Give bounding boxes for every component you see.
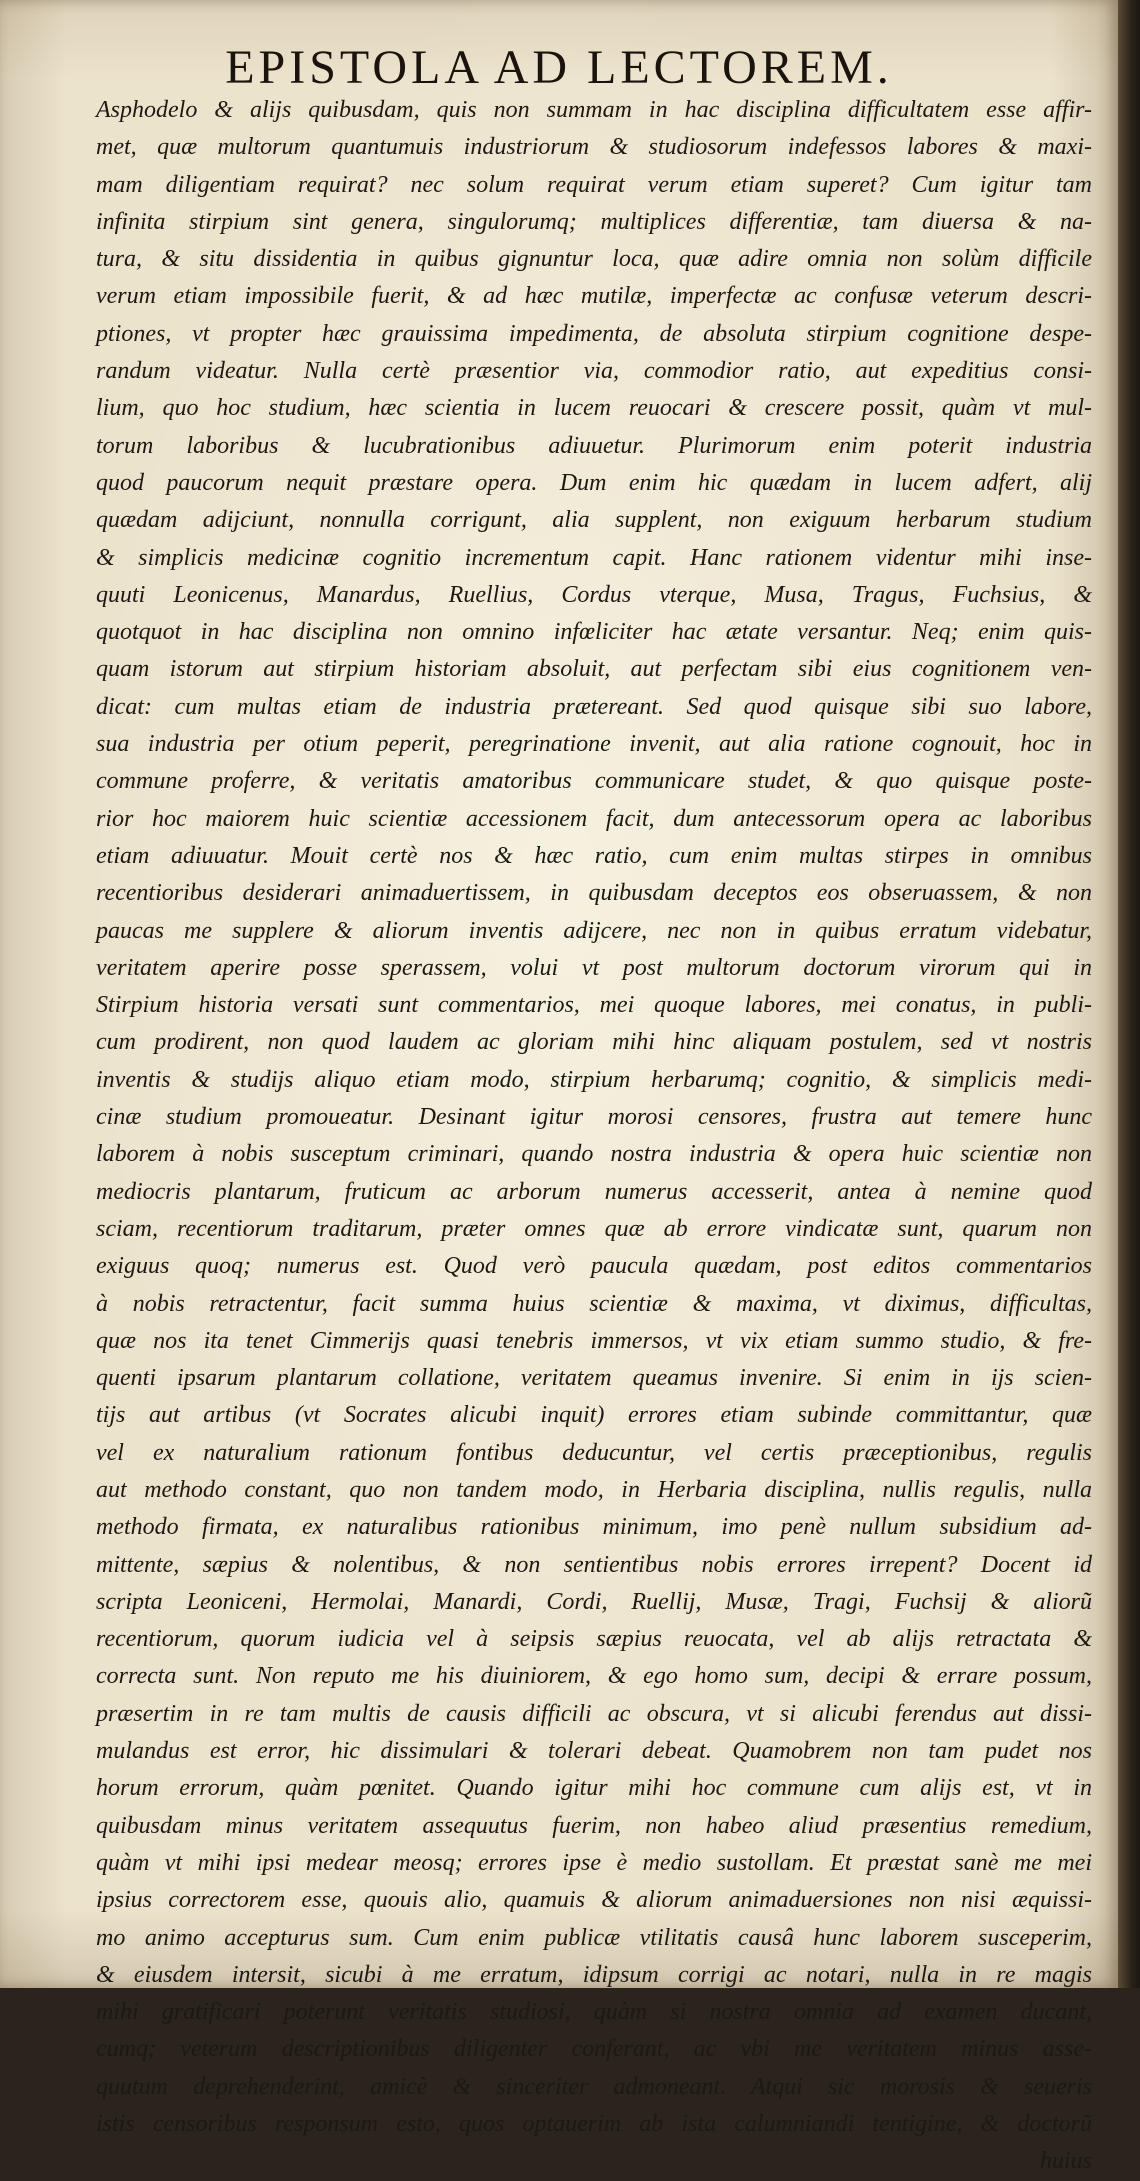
text-line: randum videatur. Nulla certè præsentior via, commodior ratio, aut expeditius consi- xyxy=(96,358,1092,385)
text-line: huius xyxy=(1039,2148,1092,2175)
text-line: tura, & situ dissidentia in quibus gignuntur loca, quæ adire omnia non solùm difficile xyxy=(96,246,1092,273)
text-line: cinæ studium promoueatur. Desinant igitur morosi censores, frustra aut temere hunc xyxy=(96,1104,1092,1131)
text-line: met, quæ multorum quantumuis industriorum & studiosorum indefessos labores & maxi- xyxy=(96,134,1092,161)
text-line: rior hoc maiorem huic scientiæ accessionem facit, dum antecessorum opera ac laboribus xyxy=(96,805,1092,832)
text-line: vel ex naturalium rationum fontibus deducuntur, vel certis præceptionibus, regulis xyxy=(96,1439,1092,1466)
text-line: tijs aut artibus (vt Socrates alicubi inquit) errores etiam subinde committantur, quæ xyxy=(96,1402,1092,1429)
text-line: & eiusdem intersit, sicubi à me erratum, idipsum corrigi ac notari, nulla in re magis xyxy=(96,1961,1092,1988)
text-line: & simplicis medicinæ cognitio incrementum capit. Hanc rationem videntur mihi inse- xyxy=(96,544,1092,571)
text-line: à nobis retractentur, facit summa huius scientiæ & maxima, vt diximus, difficultas, xyxy=(96,1290,1092,1317)
text-line: ipsius correctorem esse, quouis alio, quamuis & aliorum animaduersiones non nisi æquissi- xyxy=(96,1887,1092,1914)
text-line: quuti Leonicenus, Manardus, Ruellius, Cordus vterque, Musa, Tragus, Fuchsius, & xyxy=(96,581,1092,608)
text-line: torum laboribus & lucubrationibus adiuuetur. Plurimorum enim poterit industria xyxy=(96,432,1092,459)
text-line: mulandus est error, hic dissimulari & tolerari debeat. Quamobrem non tam pudet nos xyxy=(96,1738,1092,1765)
text-line: quam istorum aut stirpium historiam absoluit, aut perfectam sibi eius cognitionem ven- xyxy=(96,656,1092,683)
text-line: recentiorum, quorum iudicia vel à seipsis sæpius reuocata, vel ab alijs retractata & xyxy=(96,1626,1092,1653)
text-line: mam diligentiam requirat? nec solum requirat verum etiam superet? Cum igitur tam xyxy=(96,171,1092,198)
text-line: etiam adiuuatur. Mouit certè nos & hæc ratio, cum enim multas stirpes in omnibus xyxy=(96,842,1092,869)
text-line: aut methodo constant, quo non tandem modo, in Herbaria disciplina, nullis regulis, nulla xyxy=(96,1476,1092,1503)
text-line: lium, quo hoc studium, hæc scientia in lucem reuocari & crescere possit, quàm vt mul- xyxy=(96,395,1092,422)
text-line: cumq; veterum descriptionibus diligenter conferant, ac vbi me veritatem minus asse- xyxy=(96,2036,1092,2063)
text-line: quutum deprehenderint, amicè & sinceriter admoneant. Atqui sic morosis & seueris xyxy=(96,2073,1092,2100)
text-line: quibusdam minus veritatem assequutus fuerim, non habeo aliud præsentius remedium, xyxy=(96,1812,1092,1839)
text-line: Asphodelo & alijs quibusdam, quis non summam in hac disciplina difficultatem esse affir- xyxy=(96,97,1092,123)
text-line: quàm vt mihi ipsi medear meosq; errores ipse è medio sustollam. Et præstat sanè me mei xyxy=(96,1849,1092,1876)
text-line: ptiones, vt propter hæc grauissima impedimenta, de absoluta stirpium cognitione despe- xyxy=(96,320,1092,347)
text-line: inventis & studijs aliquo etiam modo, stirpium herbarumq; cognitio, & simplicis medi- xyxy=(96,1066,1092,1093)
text-line: horum errorum, quàm pœnitet. Quando igitur mihi hoc commune cum alijs est, vt in xyxy=(96,1775,1092,1802)
text-line: quæ nos ita tenet Cimmerijs quasi tenebris immersos, vt vix etiam summo studio, & fre- xyxy=(96,1327,1092,1354)
text-line: sciam, recentiorum traditarum, præter omnes quæ ab errore vindicatæ sunt, quarum non xyxy=(96,1215,1092,1242)
text-line: commune proferre, & veritatis amatoribus communicare studet, & quo quisque poste- xyxy=(96,768,1092,795)
text-line: quenti ipsarum plantarum collatione, veritatem queamus invenire. Si enim in ijs scien- xyxy=(96,1365,1092,1392)
text-line: Stirpium historia versati sunt commentarios, mei quoque labores, mei conatus, in publi- xyxy=(96,992,1092,1019)
text-line: cum prodirent, non quod laudem ac gloriam mihi hinc aliquam postulem, sed vt nostris xyxy=(96,1029,1092,1056)
text-line: infinita stirpium sint genera, singulorumq; multiplices differentiæ, tam diuersa & na- xyxy=(96,208,1092,235)
body-text xyxy=(96,92,1092,2181)
text-line: verum etiam impossibile fuerit, & ad hæc mutilæ, imperfectæ ac confusæ veterum descri- xyxy=(96,283,1092,310)
text-line: paucas me supplere & aliorum inventis adijcere, nec non in quibus erratum videbatur, xyxy=(96,917,1092,944)
text-line: quod paucorum nequit præstare opera. Dum enim hic quædam in lucem adfert, alij xyxy=(96,469,1092,496)
text-line: mihi gratificari poterunt veritatis studiosi, quàm si nostra omnia ad examen ducant, xyxy=(96,1999,1092,2026)
text-line: dicat: cum multas etiam de industria prætereant. Sed quod quisque sibi suo labore, xyxy=(96,693,1092,720)
text-line: scripta Leoniceni, Hermolai, Manardi, Cordi, Ruellij, Musæ, Tragi, Fuchsij & aliorũ xyxy=(96,1588,1092,1615)
text-line: recentioribus desiderari animaduertissem, in quibusdam deceptos eos obseruassem, & non xyxy=(96,880,1092,907)
text-line: mo animo accepturus sum. Cum enim publicæ vtilitatis causâ hunc laborem susceperim, xyxy=(96,1924,1092,1951)
page-edge xyxy=(1118,0,1140,1988)
page-title: EPISTOLA AD LECTOREM. xyxy=(225,41,893,94)
text-line: veritatem aperire posse sperassem, volui vt post multorum doctorum virorum qui in xyxy=(96,954,1092,981)
text-line: methodo firmata, ex naturalibus rationibus minimum, imo penè nullum subsidium ad- xyxy=(96,1514,1092,1541)
text-line: sua industria per otium peperit, peregrinatione invenit, aut alia ratione cognouit, hoc in xyxy=(96,731,1092,758)
text-line: mediocris plantarum, fruticum ac arborum numerus accesserit, antea à nemine quod xyxy=(96,1178,1092,1205)
text-line: quædam adijciunt, nonnulla corrigunt, alia supplent, non exiguum herbarum studium xyxy=(96,507,1092,534)
text-line: exiguus quoq; numerus est. Quod verò paucula quædam, post editos commentarios xyxy=(96,1253,1092,1280)
text-line: correcta sunt. Non reputo me his diuiniorem, & ego homo sum, decipi & errare possum, xyxy=(96,1663,1092,1690)
text-line: quotquot in hac disciplina non omnino infœliciter hac ætate versantur. Neq; enim quis- xyxy=(96,619,1092,646)
text-line: istis censoribus responsum esto, quos optauerim ab ista calumniandi tentigine, & doctorũ xyxy=(96,2111,1092,2138)
text-line: mittente, sæpius & nolentibus, & non sentientibus nobis errores irrepent? Docent id xyxy=(96,1551,1092,1578)
text-line: laborem à nobis susceptum criminari, quando nostra industria & opera huic scientiæ non xyxy=(96,1141,1092,1168)
text-line: præsertim in re tam multis de causis difficili ac obscura, vt si alicubi ferendus aut dissi- xyxy=(96,1700,1092,1727)
